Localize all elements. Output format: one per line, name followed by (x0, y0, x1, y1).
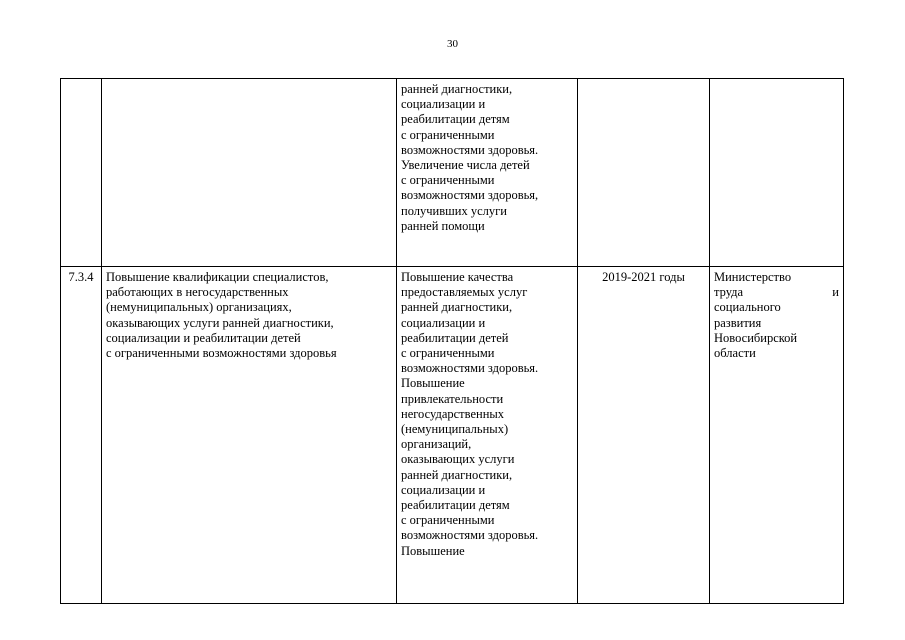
executor-rest: социального развития Новосибирской области (714, 300, 798, 361)
executor-conjunction: и (832, 285, 839, 300)
cell-activity: Повышение квалификации специалистов, работающих в негосударственных (немуниципальных) организациях, оказывающих услуги ранней диагностики, социализации и реабилитации детей с ограниченными возможностями здоровья (102, 267, 397, 604)
cell-executor (710, 267, 844, 604)
page-number: 30 (447, 38, 458, 50)
cell-result: ранней диагностики, социализации и реабилитации детям с ограниченными возможностями здоровья. Увеличение числа детей с ограниченными возможностями здоровья, получивших услуги ранней помощи (397, 79, 578, 267)
cell-result: Повышение качества предоставляемых услуг ранней диагностики, социализации и реабилитации детей с ограниченными возможностями здоровья. Повышение привлекательности негосударственных (немуниципальных) организаций, оказывающих услуги ранней диагностики, социализации и реабилитации детям с ограниченными возможностями здоровья. Повышение (397, 267, 578, 604)
table-row (61, 79, 844, 267)
cell-executor (710, 79, 844, 267)
cell-activity (102, 79, 397, 267)
table-row (61, 267, 844, 604)
document-table (60, 78, 844, 604)
cell-period: 2019-2021 годы (578, 267, 710, 604)
cell-number (61, 79, 102, 267)
executor-line-1: Министерство (714, 270, 792, 284)
cell-number: 7.3.4 (61, 267, 102, 604)
executor-line-2 (714, 285, 839, 300)
cell-period (578, 79, 710, 267)
executor-word: труда (714, 285, 744, 300)
